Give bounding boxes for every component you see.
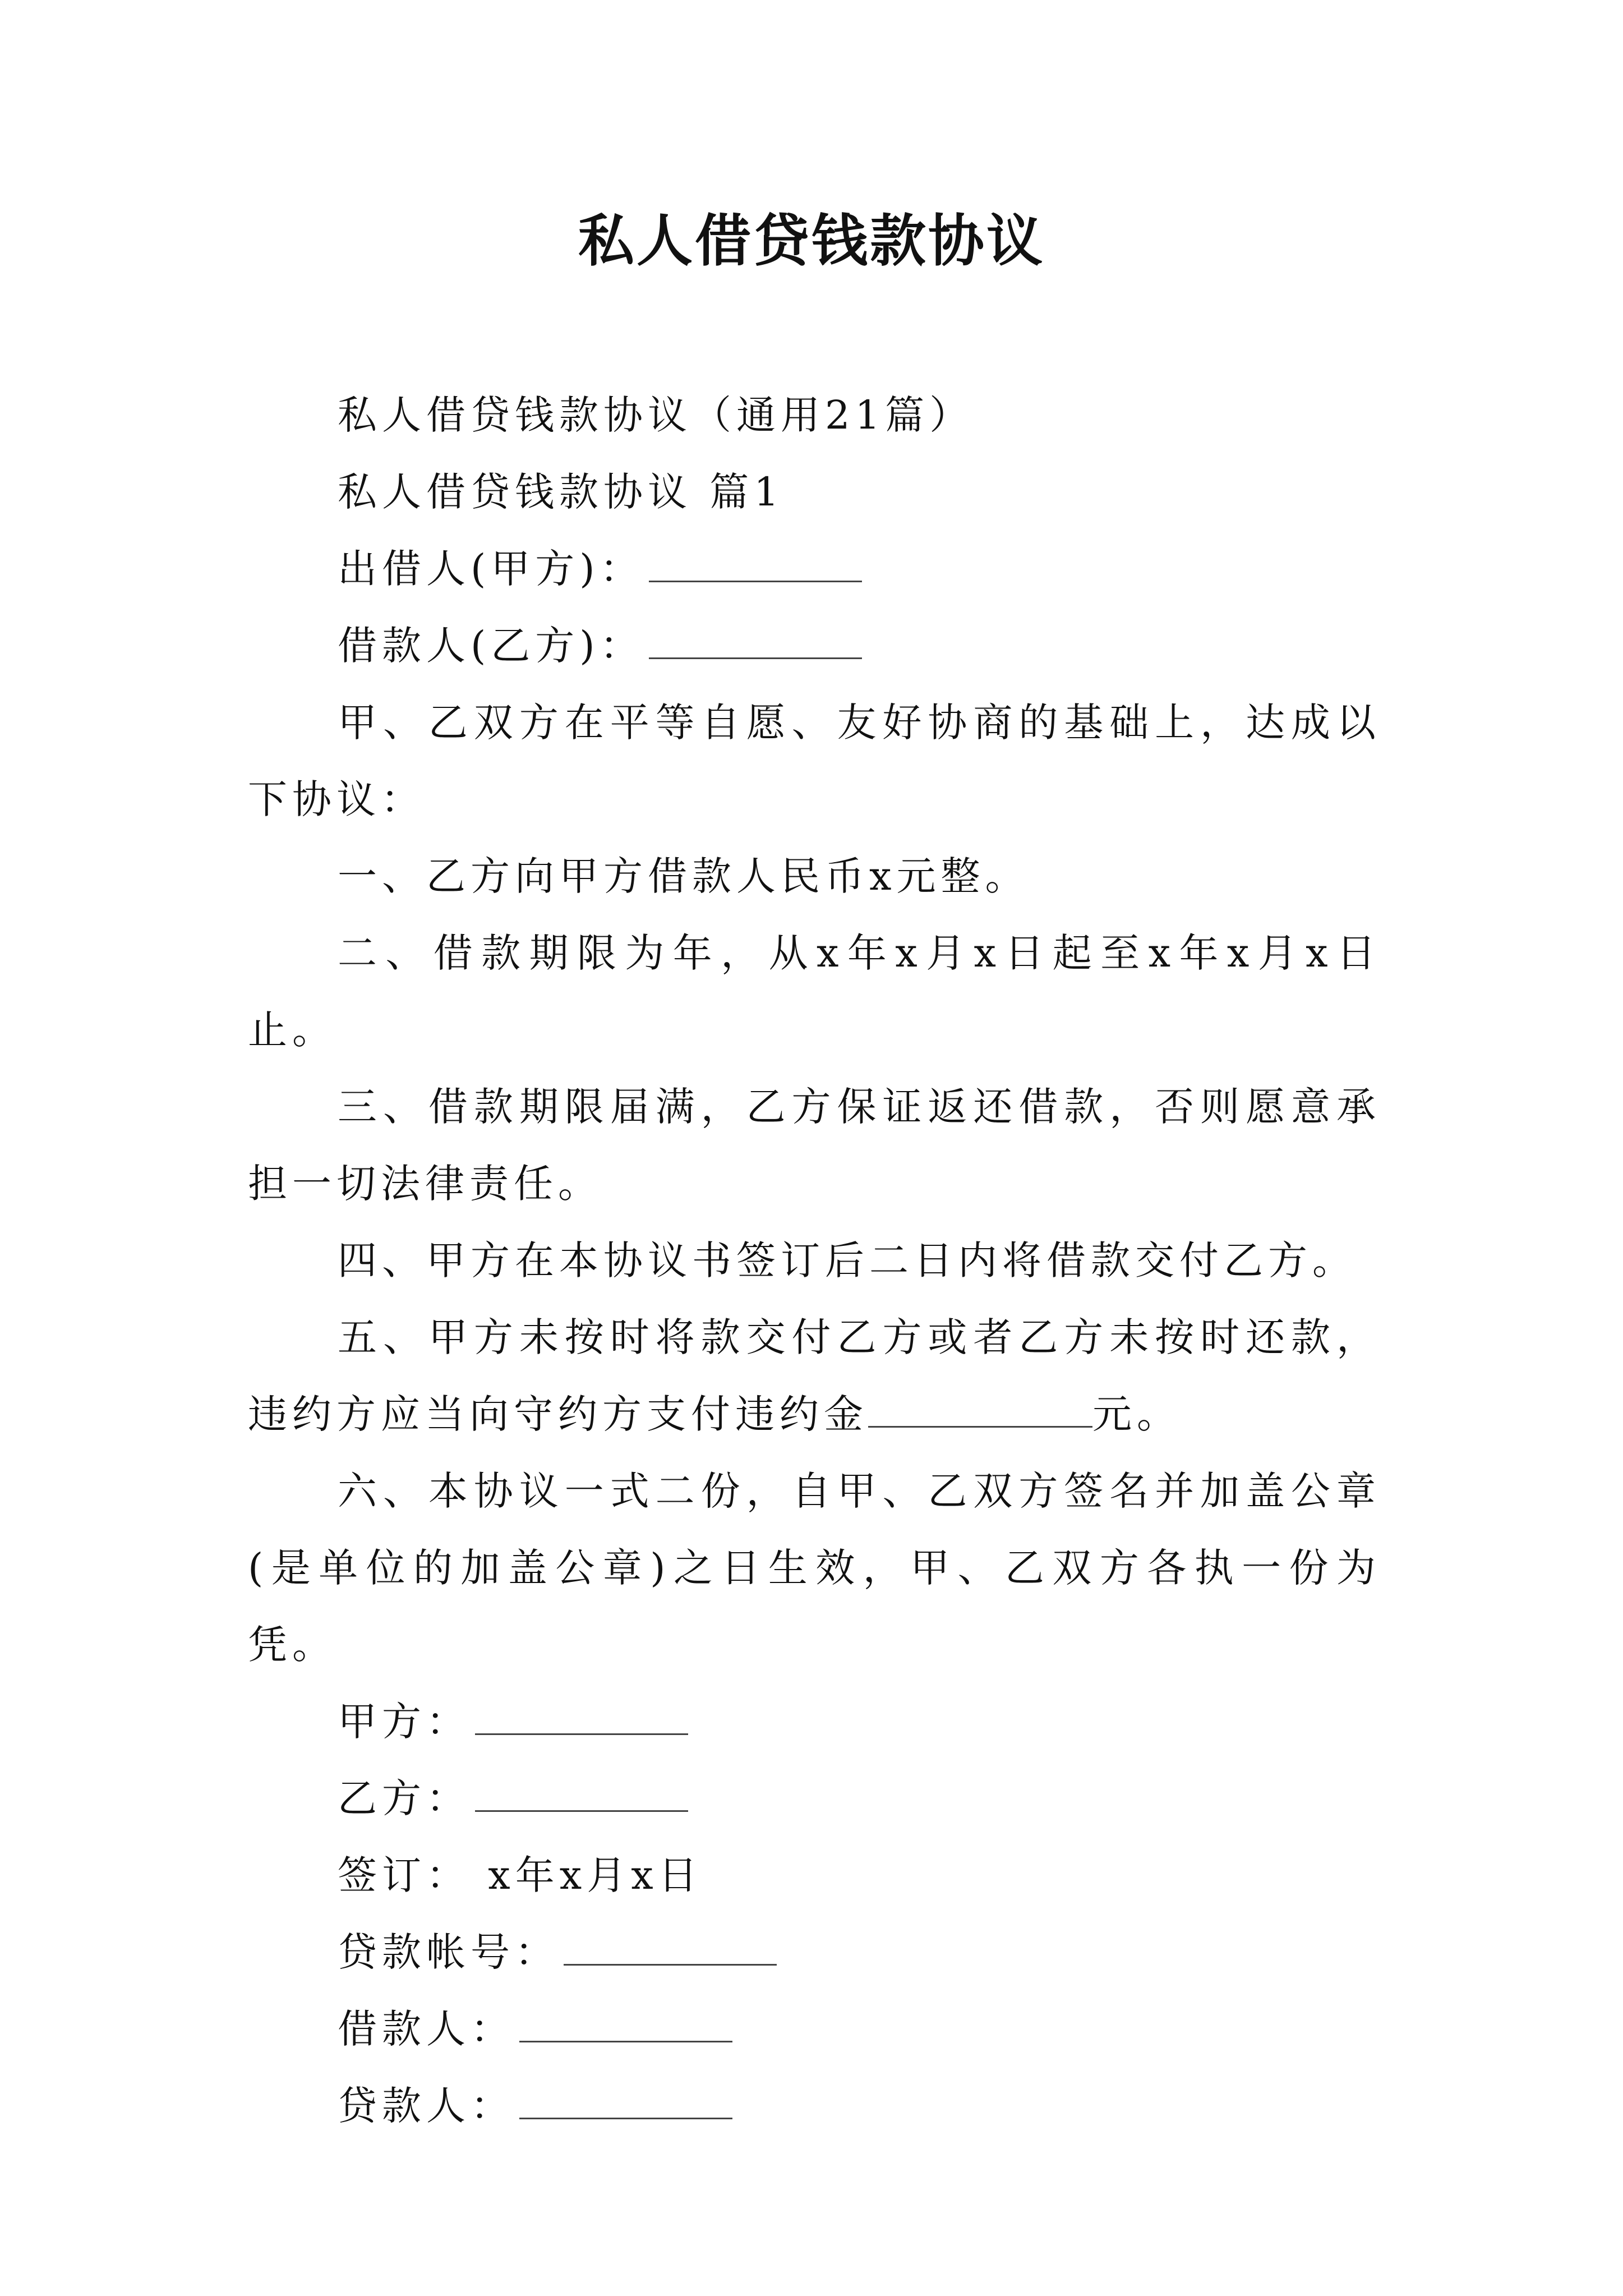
- borrower-blank: [649, 623, 862, 659]
- section-heading: 私人借贷钱款协议 篇1: [338, 469, 784, 515]
- party-b-label: 乙方：: [338, 1775, 471, 1821]
- lender-sign-blank: [519, 2083, 732, 2119]
- signing-date: 签订： x年x月x日: [338, 1852, 703, 1898]
- subtitle-line: 私人借贷钱款协议（通用21篇）: [338, 392, 974, 438]
- loan-account-label: 贷款帐号：: [338, 1929, 559, 1975]
- clause-5-suffix: 元。: [1092, 1391, 1181, 1437]
- party-a-blank: [475, 1699, 688, 1735]
- lender-line: [248, 531, 1381, 608]
- lender-sign-line: [248, 2068, 1381, 2145]
- agreement-intro: 甲、乙双方在平等自愿、友好协商的基础上，达成以下协议：: [248, 700, 1381, 822]
- lender-sign-label: 贷款人：: [338, 2083, 515, 2129]
- clause-5-text: 五、甲方未按时将款交付乙方或者乙方未按时还款，违约方应当向守约方支付违约金: [248, 1314, 1381, 1437]
- borrower-sign-line: [248, 1991, 1381, 2068]
- borrower-label: 借款人(乙方)：: [338, 623, 644, 669]
- borrower-sign-label: 借款人：: [338, 2006, 515, 2052]
- clause-1: 一、乙方向甲方借款人民币x元整。: [338, 853, 1030, 899]
- clause-2: 二、借款期限为年，从x年x月x日起至x年x月x日止。: [248, 930, 1381, 1053]
- party-b-signature-line: [248, 1760, 1381, 1837]
- borrower-sign-blank: [519, 2006, 732, 2042]
- document-body: [248, 377, 1381, 2145]
- party-b-blank: [475, 1775, 688, 1812]
- document-title: 私人借贷钱款协议: [578, 208, 1045, 274]
- party-a-label: 甲方：: [338, 1699, 471, 1745]
- clause-6: 六、本协议一式二份，自甲、乙双方签名并加盖公章(是单位的加盖公章)之日生效，甲、乙双方各执一份为凭。: [248, 1468, 1381, 1668]
- loan-account-line: [248, 1914, 1381, 1991]
- lender-blank: [649, 546, 862, 582]
- clause-5: [248, 1299, 1381, 1453]
- clause-3: 三、借款期限届满，乙方保证返还借款，否则愿意承担一切法律责任。: [248, 1084, 1381, 1207]
- penalty-blank: [868, 1391, 1092, 1428]
- party-a-signature-line: [248, 1683, 1381, 1760]
- clause-4: 四、甲方在本协议书签订后二日内将借款交付乙方。: [338, 1237, 1357, 1283]
- lender-label: 出借人(甲方)：: [338, 546, 644, 592]
- loan-account-blank: [564, 1929, 777, 1966]
- borrower-line: [248, 608, 1381, 684]
